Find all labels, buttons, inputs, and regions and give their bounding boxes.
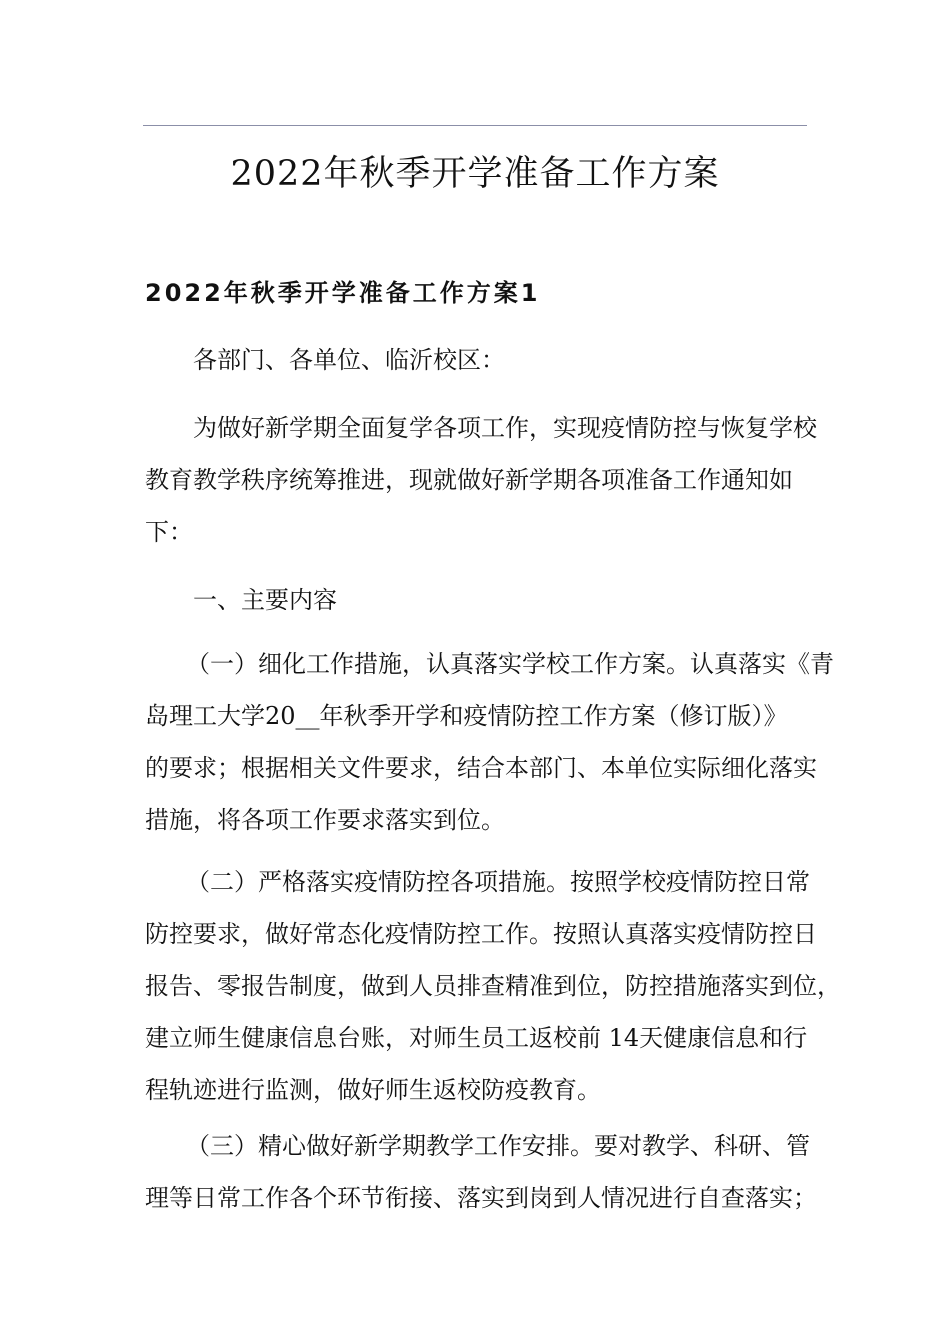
section-title: 2022年秋季开学准备工作方案1 xyxy=(145,279,541,307)
item-2-line: 防控要求，做好常态化疫情防控工作。按照认真落实疫情防控日 xyxy=(145,920,817,948)
salutation: 各部门、各单位、临沂校区： xyxy=(193,346,505,374)
intro-line: 为做好新学期全面复学各项工作，实现疫情防控与恢复学校 xyxy=(193,414,817,442)
intro-line: 教育教学秩序统筹推进，现就做好新学期各项准备工作通知如 xyxy=(145,466,793,494)
item-2-line: 报告、零报告制度，做到人员排查精准到位，防控措施落实到位， xyxy=(145,972,841,1000)
item-2-line: （二）严格落实疫情防控各项措施。按照学校疫情防控日常 xyxy=(186,868,810,896)
item-1-line: （一）细化工作措施，认真落实学校工作方案。认真落实《青 xyxy=(186,650,834,678)
item-3-line: （三）精心做好新学期教学工作安排。要对教学、科研、管 xyxy=(186,1132,810,1160)
item-2-line: 建立师生健康信息台账，对师生员工返校前 14天健康信息和行 xyxy=(145,1024,808,1052)
item-3-line: 理等日常工作各个环节衔接、落实到岗到人情况进行自查落实； xyxy=(145,1184,817,1212)
header-rule xyxy=(143,125,807,126)
heading-main-content: 一、主要内容 xyxy=(193,586,337,614)
item-1-line: 措施，将各项工作要求落实到位。 xyxy=(145,806,505,834)
document-title: 2022年秋季开学准备工作方案 xyxy=(230,154,720,194)
item-1-line: 岛理工大学20__年秋季开学和疫情防控工作方案（修订版）》 xyxy=(145,702,788,730)
intro-line: 下： xyxy=(145,518,193,546)
item-1-line: 的要求；根据相关文件要求，结合本部门、本单位实际细化落实 xyxy=(145,754,817,782)
item-2-line: 程轨迹进行监测，做好师生返校防疫教育。 xyxy=(145,1076,601,1104)
